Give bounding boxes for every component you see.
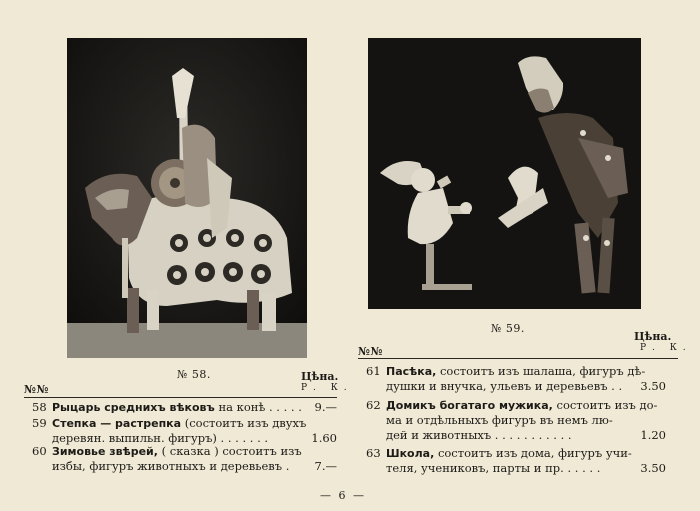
entry-description-line: теля, учениковъ, парты и пр. . . . . . bbox=[386, 461, 601, 475]
catalog-entry bbox=[366, 398, 666, 443]
knight-on-horse-photo bbox=[67, 38, 307, 358]
entry-number: 60 bbox=[32, 444, 47, 458]
numbers-header: №№ bbox=[24, 383, 49, 396]
catalog-entry bbox=[366, 446, 666, 476]
entry-number: 62 bbox=[366, 398, 381, 412]
entry-title: Рыцарь среднихъ вѣковъ bbox=[52, 401, 215, 414]
photo-caption-58: № 58. bbox=[177, 368, 211, 381]
entry-description: (состоитъ изъ двухъ bbox=[184, 416, 307, 430]
entry-number: 58 bbox=[32, 400, 47, 414]
entry-title: Пасѣка, bbox=[386, 365, 437, 378]
entry-description-line: деревян. выпильн. фигуръ) . . . . . . . bbox=[52, 431, 269, 445]
entry-title: Зимовье звѣрей, bbox=[52, 445, 158, 458]
entry-price: 9.— bbox=[314, 400, 337, 414]
entry-title: Степка — растрепка bbox=[52, 417, 182, 430]
header-rule bbox=[24, 397, 337, 398]
price-header: Цѣна. bbox=[301, 370, 339, 383]
entry-description: состоитъ изъ дома, фигуръ учи- bbox=[437, 446, 632, 460]
catalog-entry bbox=[32, 416, 337, 446]
old-man-and-child-illustration bbox=[368, 38, 641, 309]
price-units-header: Р. К. bbox=[301, 383, 353, 393]
entry-description-line: дей и животныхъ . . . . . . . . . . . bbox=[386, 428, 572, 442]
entry-price: 1.60 bbox=[311, 431, 337, 445]
knight-on-horse-illustration bbox=[67, 38, 307, 358]
entry-number: 61 bbox=[366, 364, 381, 378]
entry-price: 3.50 bbox=[640, 379, 666, 393]
entry-title: Школа, bbox=[386, 447, 435, 460]
entry-description-line: избы, фигуръ животныхъ и деревьевъ . bbox=[52, 459, 290, 473]
header-rule bbox=[358, 358, 678, 359]
entry-description: состоитъ изъ шалаша, фигуръ дѣ- bbox=[439, 364, 646, 378]
entry-description-line: душки и внучка, ульевъ и деревьевъ . . bbox=[386, 379, 623, 393]
price-units-header: Р. К. bbox=[640, 343, 692, 353]
page-number: — 6 — bbox=[320, 489, 366, 502]
beekeeper-figures-photo bbox=[368, 38, 641, 309]
catalog-entry bbox=[32, 400, 337, 415]
catalog-entry bbox=[366, 364, 666, 394]
entry-description: на конѣ . . . . . bbox=[218, 400, 302, 414]
entry-description-line: ма и отдѣльныхъ фигуръ въ немъ лю- bbox=[386, 413, 613, 427]
entry-price: 3.50 bbox=[640, 461, 666, 475]
catalog-entry bbox=[32, 444, 337, 474]
entry-price: 7.— bbox=[314, 459, 337, 473]
entry-number: 59 bbox=[32, 416, 47, 430]
entry-price: 1.20 bbox=[640, 428, 666, 442]
numbers-header: №№ bbox=[358, 345, 383, 358]
entry-description: состоитъ изъ до- bbox=[556, 398, 658, 412]
entry-title: Домикъ богатаго мужика, bbox=[386, 399, 553, 412]
entry-number: 63 bbox=[366, 446, 381, 460]
price-header: Цѣна. bbox=[634, 330, 672, 343]
photo-caption-59: № 59. bbox=[491, 322, 525, 335]
entry-description: ( сказка ) состоитъ изъ bbox=[161, 444, 302, 458]
